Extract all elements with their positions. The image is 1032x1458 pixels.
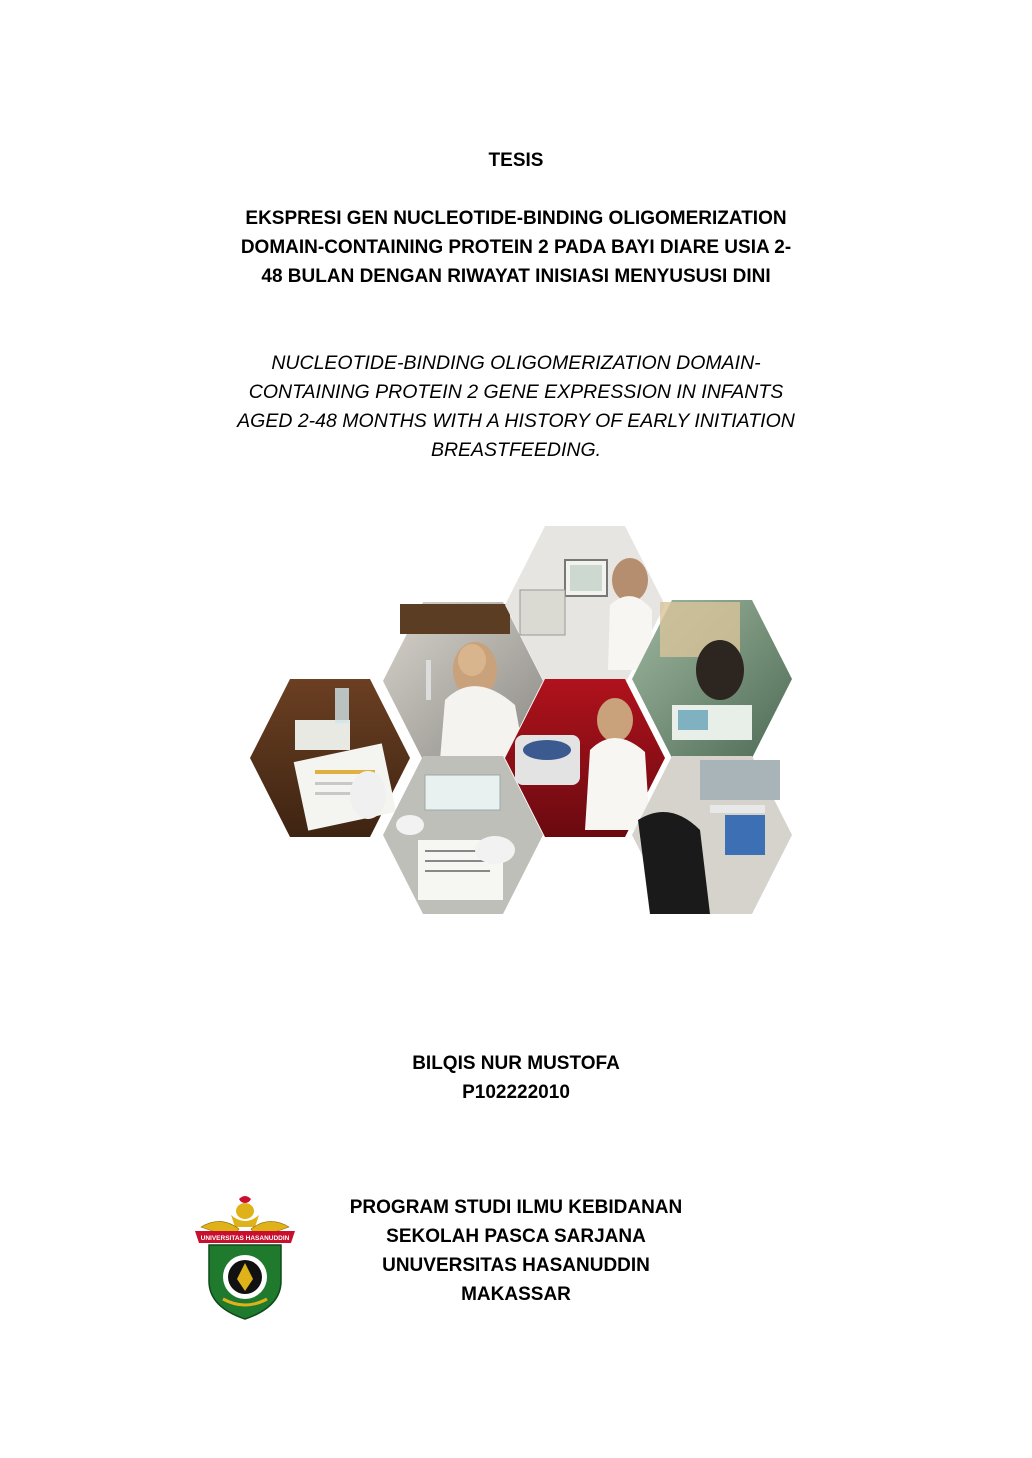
lab-bench-tubes-photo — [250, 679, 410, 837]
institution-block — [0, 1193, 1032, 1309]
title-en-line: BREASTFEEDING. — [430, 439, 602, 461]
svg-text:UNIVERSITAS HASANUDDIN: UNIVERSITAS HASANUDDIN — [200, 1235, 290, 1242]
institution-line: UNUVERSITAS HASANUDDIN — [382, 1255, 650, 1276]
title-id-line: DOMAIN-CONTAINING PROTEIN 2 PADA BAYI DIARE USIA 2- — [240, 237, 792, 258]
institution-line: MAKASSAR — [461, 1284, 571, 1305]
document-type: TESIS — [488, 150, 544, 171]
indonesian-title — [0, 204, 1032, 291]
title-id-line: 48 BULAN DENGAN RIWAYAT INISIASI MENYUSUSI DINI — [261, 266, 771, 287]
institution-line: SEKOLAH PASCA SARJANA — [386, 1226, 646, 1247]
hospital-ward-photo — [632, 600, 792, 758]
institution-line: PROGRAM STUDI ILMU KEBIDANAN — [349, 1197, 683, 1218]
title-en-line: CONTAINING PROTEIN 2 GENE EXPRESSION IN INFANTS — [248, 381, 784, 403]
title-id-line: EKSPRESI GEN NUCLEOTIDE-BINDING OLIGOMERIZATION — [245, 208, 787, 229]
title-en-line: NUCLEOTIDE-BINDING OLIGOMERIZATION DOMAIN- — [271, 352, 761, 374]
student-id: P102222010 — [462, 1082, 570, 1103]
hexagon-photo-collage — [240, 520, 800, 920]
english-title — [0, 349, 1032, 465]
title-en-line: AGED 2-48 MONTHS WITH A HISTORY OF EARLY INITIATION — [237, 410, 795, 432]
author-block — [0, 1049, 1032, 1107]
patient-bedside-photo — [632, 756, 792, 914]
author-name: BILQIS NUR MUSTOFA — [412, 1053, 620, 1074]
